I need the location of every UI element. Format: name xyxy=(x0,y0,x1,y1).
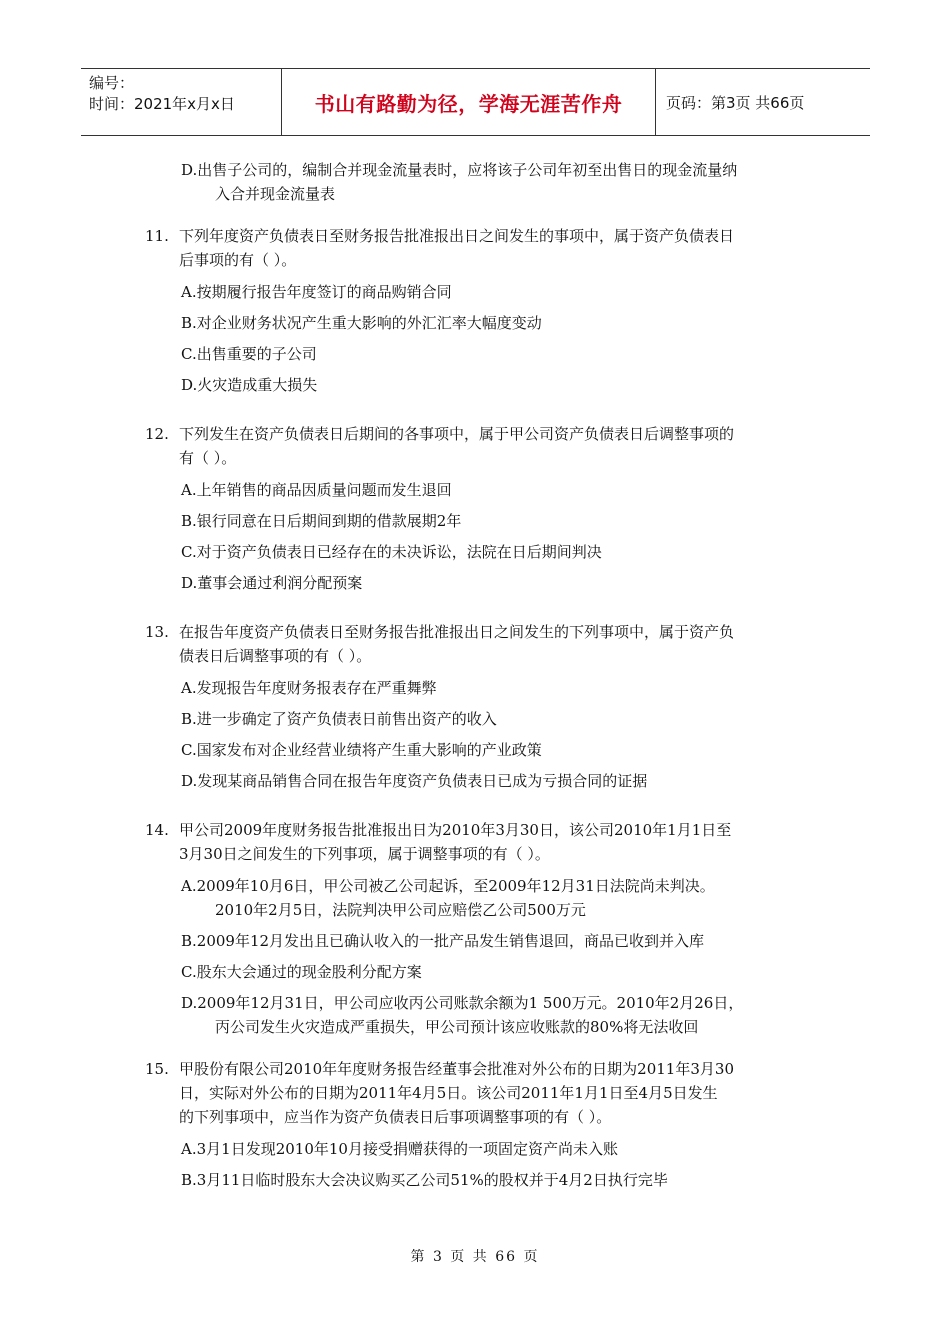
option-d: D.发现某商品销售合同在报告年度资产负债表日已成为亏损合同的证据 xyxy=(181,772,648,790)
question-14 xyxy=(145,818,825,1039)
document-body xyxy=(145,158,825,1199)
question-number: 14. xyxy=(145,821,169,839)
question-number: 12. xyxy=(145,425,169,443)
question-text: 下列发生在资产负债表日后期间的各事项中，属于甲公司资产负债表日后调整事项的 有（ ）。 xyxy=(179,425,735,467)
question-text: 在报告年度资产负债表日至财务报告批准报出日之间发生的下列事项中，属于资产负 债表日后调整事项的有（ ）。 xyxy=(179,623,735,665)
option-b: B.3月11日临时股东大会决议购买乙公司51%的股权并于4月2日执行完毕 xyxy=(181,1171,668,1189)
prev-option-d: D.出售子公司的，编制合并现金流量表时，应将该子公司年初至出售日的现金流量纳 入合并现金流量表 xyxy=(181,161,738,203)
option-a: A.按期履行报告年度签订的商品购销合同 xyxy=(181,283,452,301)
page-footer: 第 3 页 共 66 页 xyxy=(410,1249,540,1265)
option-d: D.火灾造成重大损失 xyxy=(181,376,318,394)
option-b: B.对企业财务状况产生重大影响的外汇汇率大幅度变动 xyxy=(181,314,542,332)
question-number: 11. xyxy=(145,227,169,245)
question-text: 下列年度资产负债表日至财务报告批准报出日之间发生的事项中，属于资产负债表日 后事项的有（ ）。 xyxy=(179,227,735,269)
option-d: D.董事会通过利润分配预案 xyxy=(181,574,363,592)
question-12 xyxy=(145,422,825,602)
page-header xyxy=(81,68,870,136)
question-text: 甲公司2009年度财务报告批准报出日为2010年3月30日，该公司2010年1月1日至 3月30日之间发生的下列事项，属于调整事项的有（ ）。 xyxy=(179,821,732,863)
header-motto-cell xyxy=(282,69,656,135)
motto-text: 书山有路勤为径，学海无涯苦作舟 xyxy=(314,91,623,116)
question-11 xyxy=(145,224,825,404)
option-a: A.发现报告年度财务报表存在严重舞弊 xyxy=(181,679,437,697)
time-label: 时间：2021年x月x日 xyxy=(89,95,235,113)
question-15 xyxy=(145,1057,825,1199)
question-number: 15. xyxy=(145,1060,169,1078)
header-page-cell xyxy=(656,69,870,135)
option-b: B.进一步确定了资产负债表日前售出资产的收入 xyxy=(181,710,497,728)
option-c: C.对于资产负债表日已经存在的未决诉讼，法院在日后期间判决 xyxy=(181,543,602,561)
code-label: 编号： xyxy=(89,74,135,92)
option-d: D.2009年12月31日，甲公司应收丙公司账款余额为1 500万元。2010年2月26日， 丙公司发生火灾造成严重损失，甲公司预计该应收账款的80%将无法收回 xyxy=(181,994,744,1036)
page-label: 页码：第3页 共66页 xyxy=(666,93,805,112)
header-meta xyxy=(81,69,282,135)
option-a: A.2009年10月6日，甲公司被乙公司起诉，至2009年12月31日法院尚未判决。 2010年2月5日，法院判决甲公司应赔偿乙公司500万元 xyxy=(181,877,715,919)
option-b: B.2009年12月发出且已确认收入的一批产品发生销售退回，商品已收到并入库 xyxy=(181,932,705,950)
option-b: B.银行同意在日后期间到期的借款展期2年 xyxy=(181,512,462,530)
option-a: A.上年销售的商品因质量问题而发生退回 xyxy=(181,481,452,499)
option-c: C.国家发布对企业经营业绩将产生重大影响的产业政策 xyxy=(181,741,542,759)
question-13 xyxy=(145,620,825,800)
option-c: C.股东大会通过的现金股利分配方案 xyxy=(181,963,422,981)
question-text: 甲股份有限公司2010年年度财务报告经董事会批准对外公布的日期为2011年3月30 日，实际对外公布的日期为2011年4月5日。该公司2011年1月1日至4月5日发生 的下列事项中，应当作为资产负债表日后事项调整事项的有（ ）。 xyxy=(179,1060,734,1126)
option-a: A.3月1日发现2010年10月接受捐赠获得的一项固定资产尚未入账 xyxy=(181,1140,618,1158)
option-c: C.出售重要的子公司 xyxy=(181,345,317,363)
question-number: 13. xyxy=(145,623,169,641)
